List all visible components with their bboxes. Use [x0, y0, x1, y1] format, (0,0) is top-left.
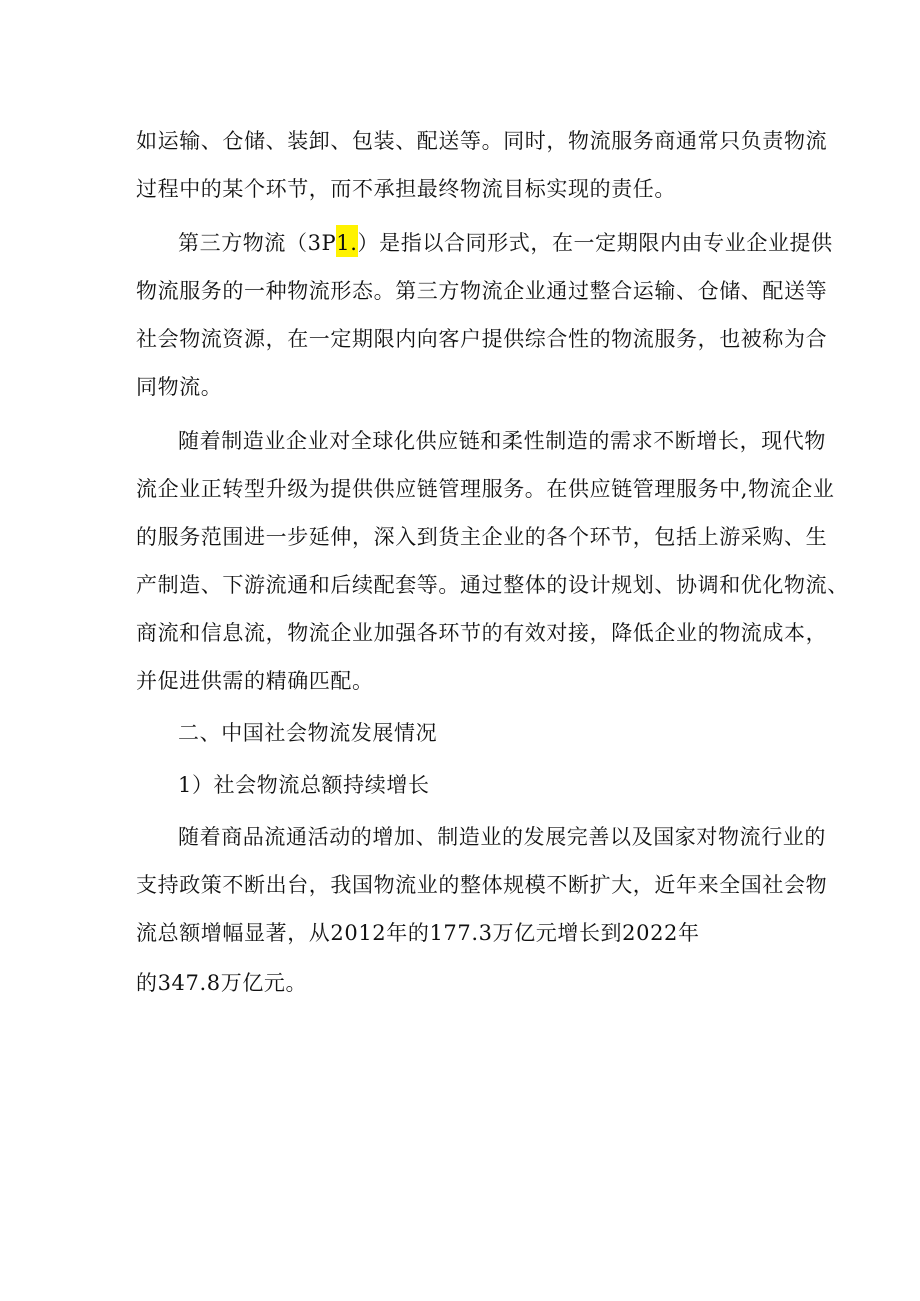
subsection-heading: 1）社会物流总额持续增长 [178, 773, 430, 797]
paragraph-line: 随着商品流通活动的增加、制造业的发展完善以及国家对物流行业的 [178, 825, 826, 849]
highlighted-text: 1. [336, 225, 357, 257]
text-segment: ）是指以合同形式，在一定期限内由专业企业提供 [357, 231, 833, 255]
paragraph-line: 并促进供需的精确匹配。 [136, 669, 374, 693]
section-heading: 二、中国社会物流发展情况 [178, 721, 438, 745]
paragraph-line: 同物流。 [136, 375, 223, 399]
paragraph-line: 流总额增幅显著，从2012年的177.3万亿元增长到2022年 [136, 921, 700, 945]
paragraph-line: 商流和信息流，物流企业加强各环节的有效对接，降低企业的物流成本， [136, 621, 828, 645]
paragraph-line: 支持政策不断出台，我国物流业的整体规模不断扩大，近年来全国社会物 [136, 873, 828, 897]
paragraph-line: 随着制造业企业对全球化供应链和柔性制造的需求不断增长，现代物 [178, 429, 826, 453]
paragraph-line: 产制造、下游流通和后续配套等。通过整体的设计规划、协调和优化物流、 [136, 573, 849, 597]
paragraph-line: 如运输、仓储、装卸、包装、配送等。同时，物流服务商通常只负责物流 [136, 129, 828, 153]
paragraph-line: 社会物流资源，在一定期限内向客户提供综合性的物流服务，也被称为合 [136, 327, 828, 351]
text-segment: 第三方物流（3P [178, 231, 337, 255]
paragraph-line: 物流服务的一种物流形态。第三方物流企业通过整合运输、仓储、配送等 [136, 279, 828, 303]
paragraph-line: 过程中的某个环节，而不承担最终物流目标实现的责任。 [136, 177, 676, 201]
paragraph-line-with-highlight [178, 228, 833, 258]
paragraph-line: 的服务范围进一步延伸，深入到货主企业的各个环节，包括上游采购、生 [136, 525, 828, 549]
paragraph-line: 流企业正转型升级为提供供应链管理服务。在供应链管理服务中,物流企业 [136, 477, 835, 501]
paragraph-line: 的347.8万亿元。 [136, 971, 308, 995]
